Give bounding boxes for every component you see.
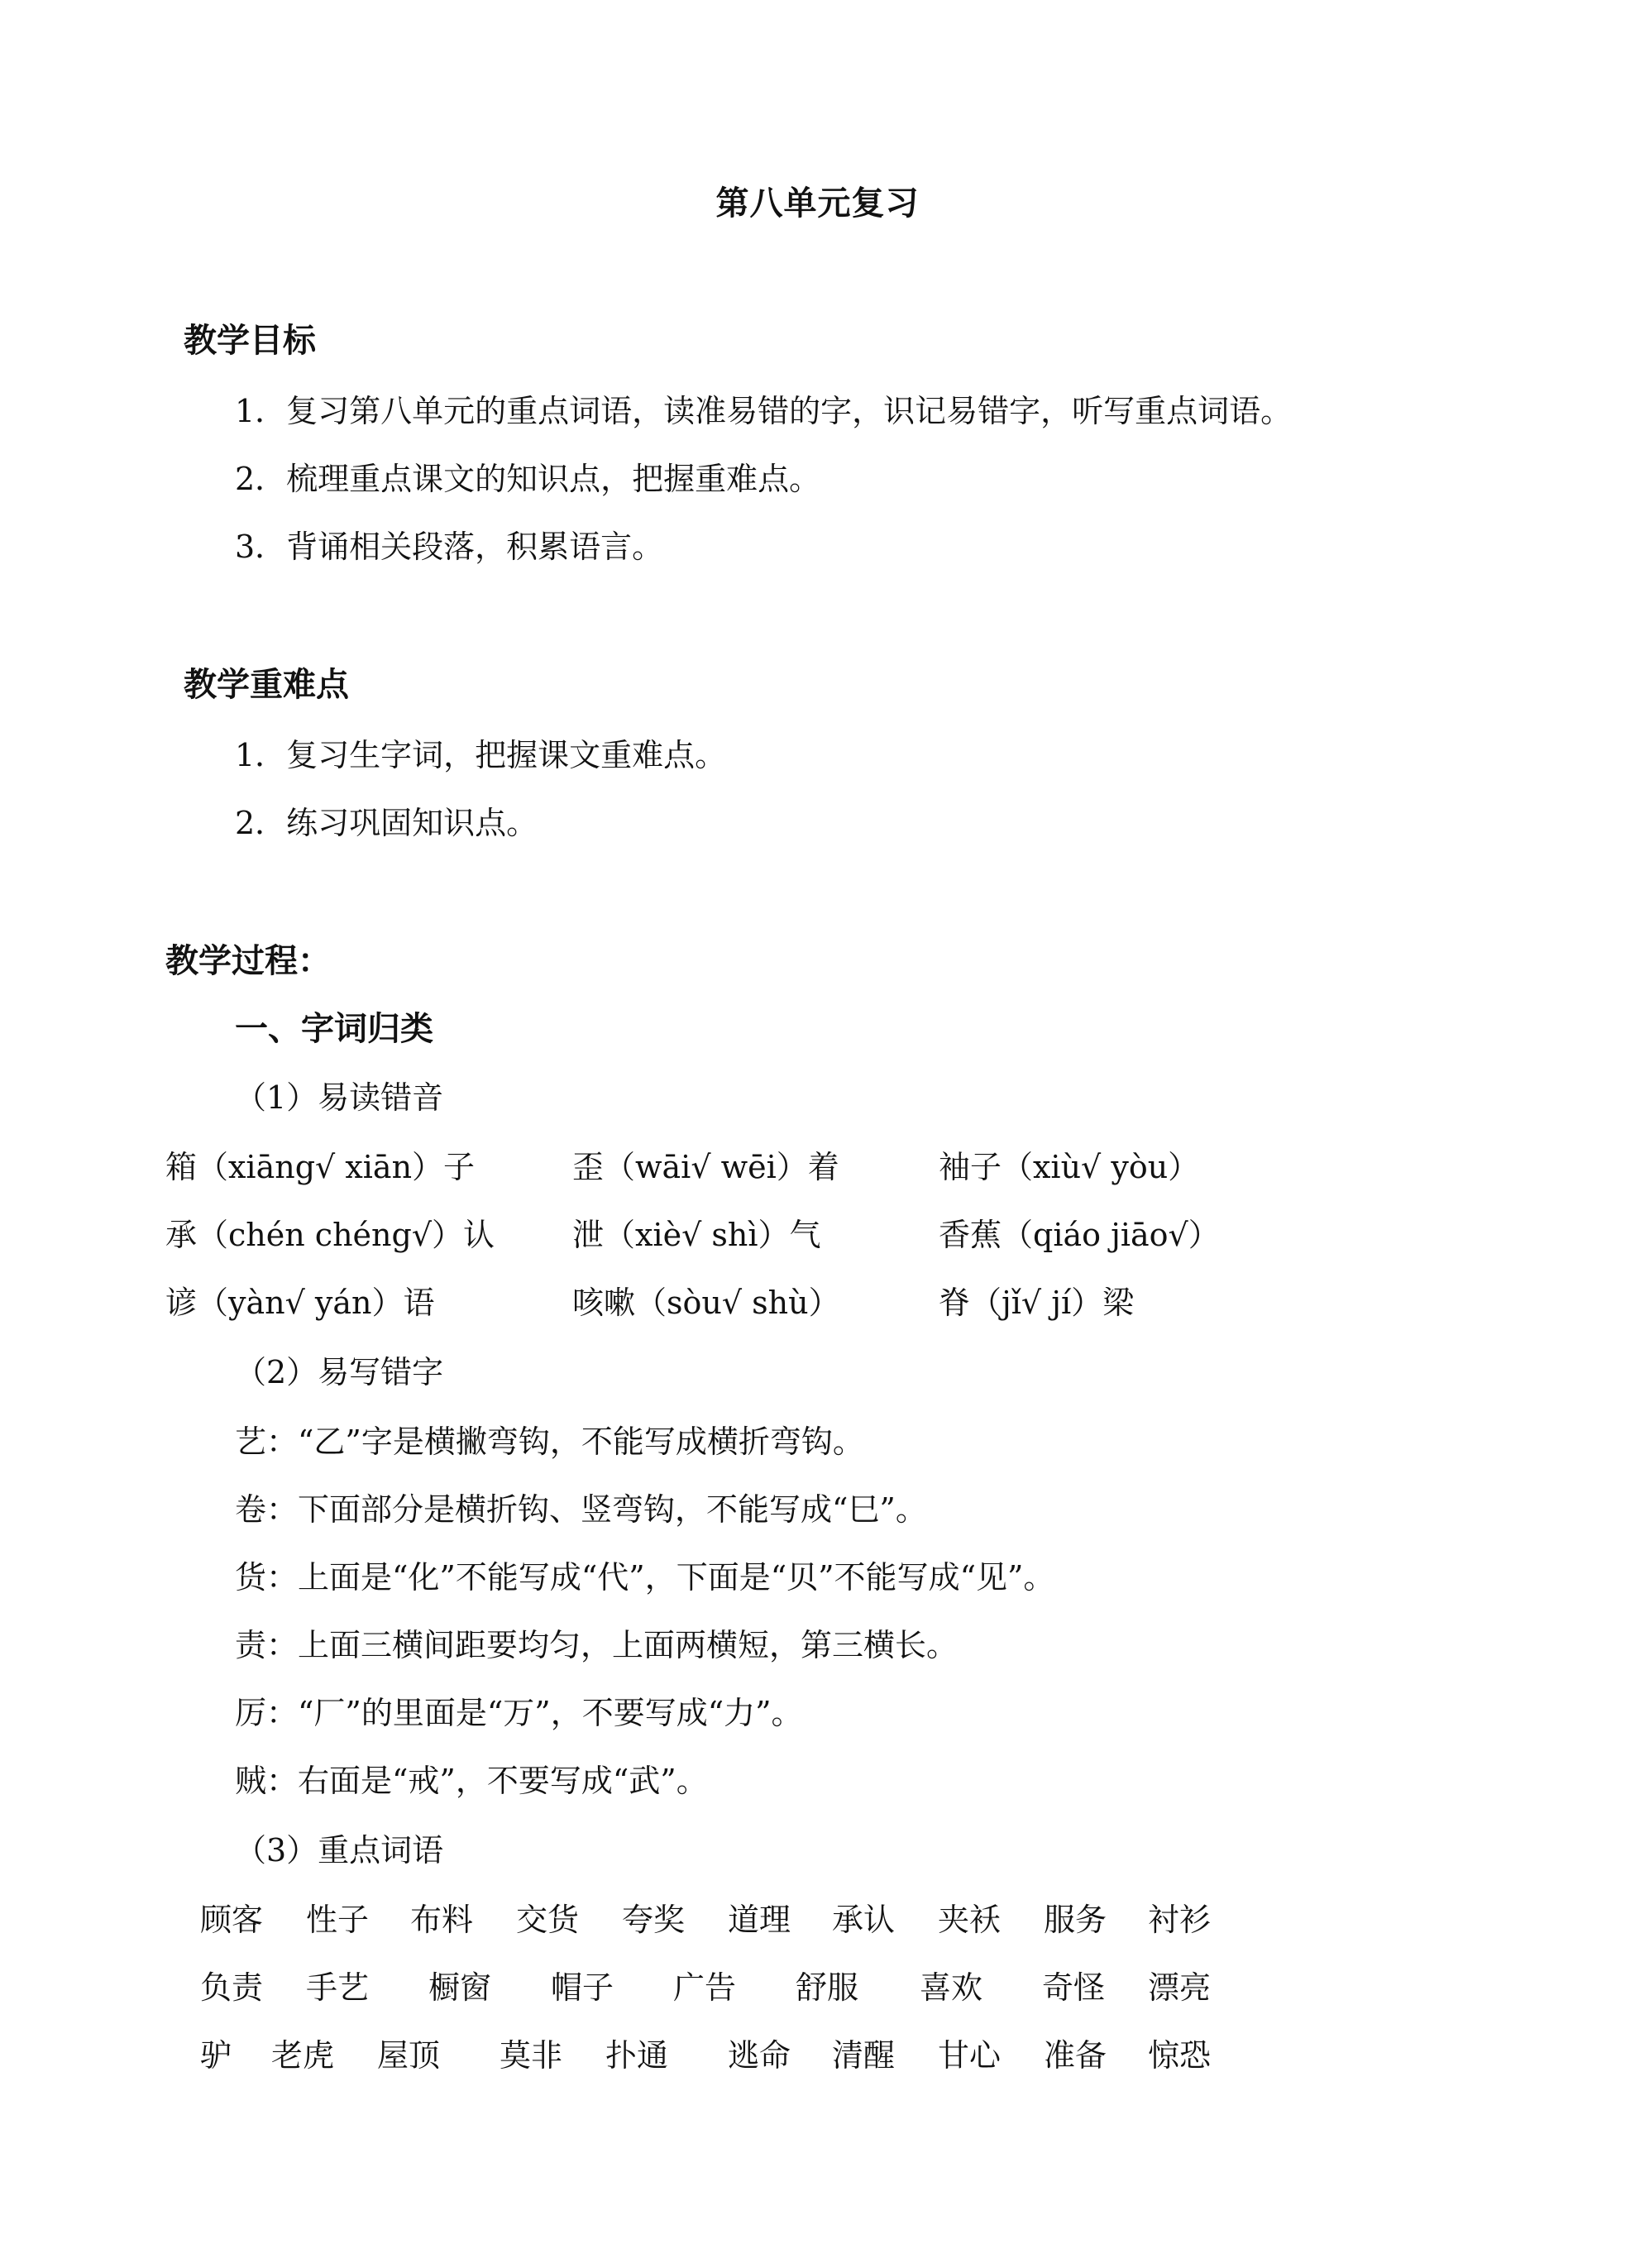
key-word: 惊恐	[1148, 2037, 1212, 2074]
document-title: 第八单元复习	[715, 184, 920, 222]
key-word: 夸奖	[622, 1902, 686, 1938]
key-word: 交货	[516, 1902, 580, 1938]
key-word: 漂亮	[1148, 1969, 1212, 2006]
key-point-item: 1．复习生字词，把握课文重难点。	[235, 737, 727, 773]
subsection-heading: （3）重点词语	[235, 1832, 444, 1868]
key-word: 道理	[728, 1902, 791, 1938]
pronunciation-item: 脊（jǐ√ jí）梁	[939, 1285, 1135, 1321]
key-point-item: 2．练习巩固知识点。	[235, 805, 538, 841]
goals-heading: 教学目标	[184, 322, 316, 360]
writing-note: 艺：“乙”字是横撇弯钩，不能写成横折弯钩。	[235, 1423, 864, 1460]
pronunciation-item: 箱（xiāng√ xiān）子	[165, 1149, 476, 1185]
key-word: 顾客	[200, 1902, 264, 1938]
key-word: 甘心	[938, 2037, 1002, 2074]
key-word: 手艺	[306, 1969, 370, 2006]
key-word: 夹袄	[938, 1902, 1002, 1938]
key-word: 舒服	[796, 1969, 859, 2006]
key-word: 橱窗	[428, 1969, 492, 2006]
writing-note: 责：上面三横间距要均匀，上面两横短，第三横长。	[235, 1627, 959, 1663]
pronunciation-item: 谚（yàn√ yán）语	[165, 1285, 435, 1321]
key-word: 扑通	[605, 2037, 669, 2074]
key-word: 服务	[1044, 1902, 1107, 1938]
key-word: 莫非	[500, 2037, 563, 2074]
key-word: 衬衫	[1148, 1902, 1212, 1938]
key-word: 帽子	[551, 1969, 614, 2006]
writing-note: 厉：“厂”的里面是“万”，不要写成“力”。	[235, 1695, 803, 1731]
key-word: 负责	[200, 1969, 264, 2006]
process-heading: 教学过程：	[165, 942, 331, 980]
key-word: 奇怪	[1042, 1969, 1106, 2006]
key-word: 喜欢	[920, 1969, 983, 2006]
goal-item: 2．梳理重点课文的知识点，把握重难点。	[235, 461, 821, 497]
key-word: 逃命	[728, 2037, 791, 2074]
subsection-heading: （1）易读错音	[235, 1079, 444, 1116]
writing-note: 货：上面是“化”不能写成“代”，下面是“贝”不能写成“见”。	[235, 1559, 1055, 1596]
pronunciation-item: 袖子（xiù√ yòu）	[939, 1149, 1200, 1185]
writing-note: 贼：右面是“戒”，不要写成“武”。	[235, 1763, 708, 1799]
subsection-heading: （2）易写错字	[235, 1354, 444, 1390]
pronunciation-item: 歪（wāi√ wēi）着	[572, 1149, 839, 1185]
pronunciation-item: 泄（xiè√ shì）气	[572, 1217, 821, 1253]
key-word: 老虎	[271, 2037, 335, 2074]
writing-note: 卷：下面部分是横折钩、竖弯钩，不能写成“巳”。	[235, 1491, 927, 1528]
goal-item: 1．复习第八单元的重点词语，读准易错的字，识记易错字，听写重点词语。	[235, 393, 1293, 429]
pronunciation-item: 香蕉（qiáo jiāo√）	[939, 1217, 1220, 1253]
pronunciation-item: 咳嗽（sòu√ shù）	[572, 1285, 840, 1321]
key-word: 屋顶	[377, 2037, 441, 2074]
goal-item: 3．背诵相关段落，积累语言。	[235, 529, 664, 565]
key-points-heading: 教学重难点	[184, 666, 349, 704]
key-word: 广告	[673, 1969, 737, 2006]
key-word: 驴	[200, 2037, 232, 2074]
key-word: 承认	[832, 1902, 896, 1938]
key-word: 性子	[306, 1902, 370, 1938]
pronunciation-item: 承（chén chéng√）认	[165, 1217, 495, 1253]
key-word: 布料	[410, 1902, 474, 1938]
key-word: 准备	[1044, 2037, 1107, 2074]
section-heading: 一、字词归类	[235, 1010, 433, 1048]
key-word: 清醒	[832, 2037, 896, 2074]
